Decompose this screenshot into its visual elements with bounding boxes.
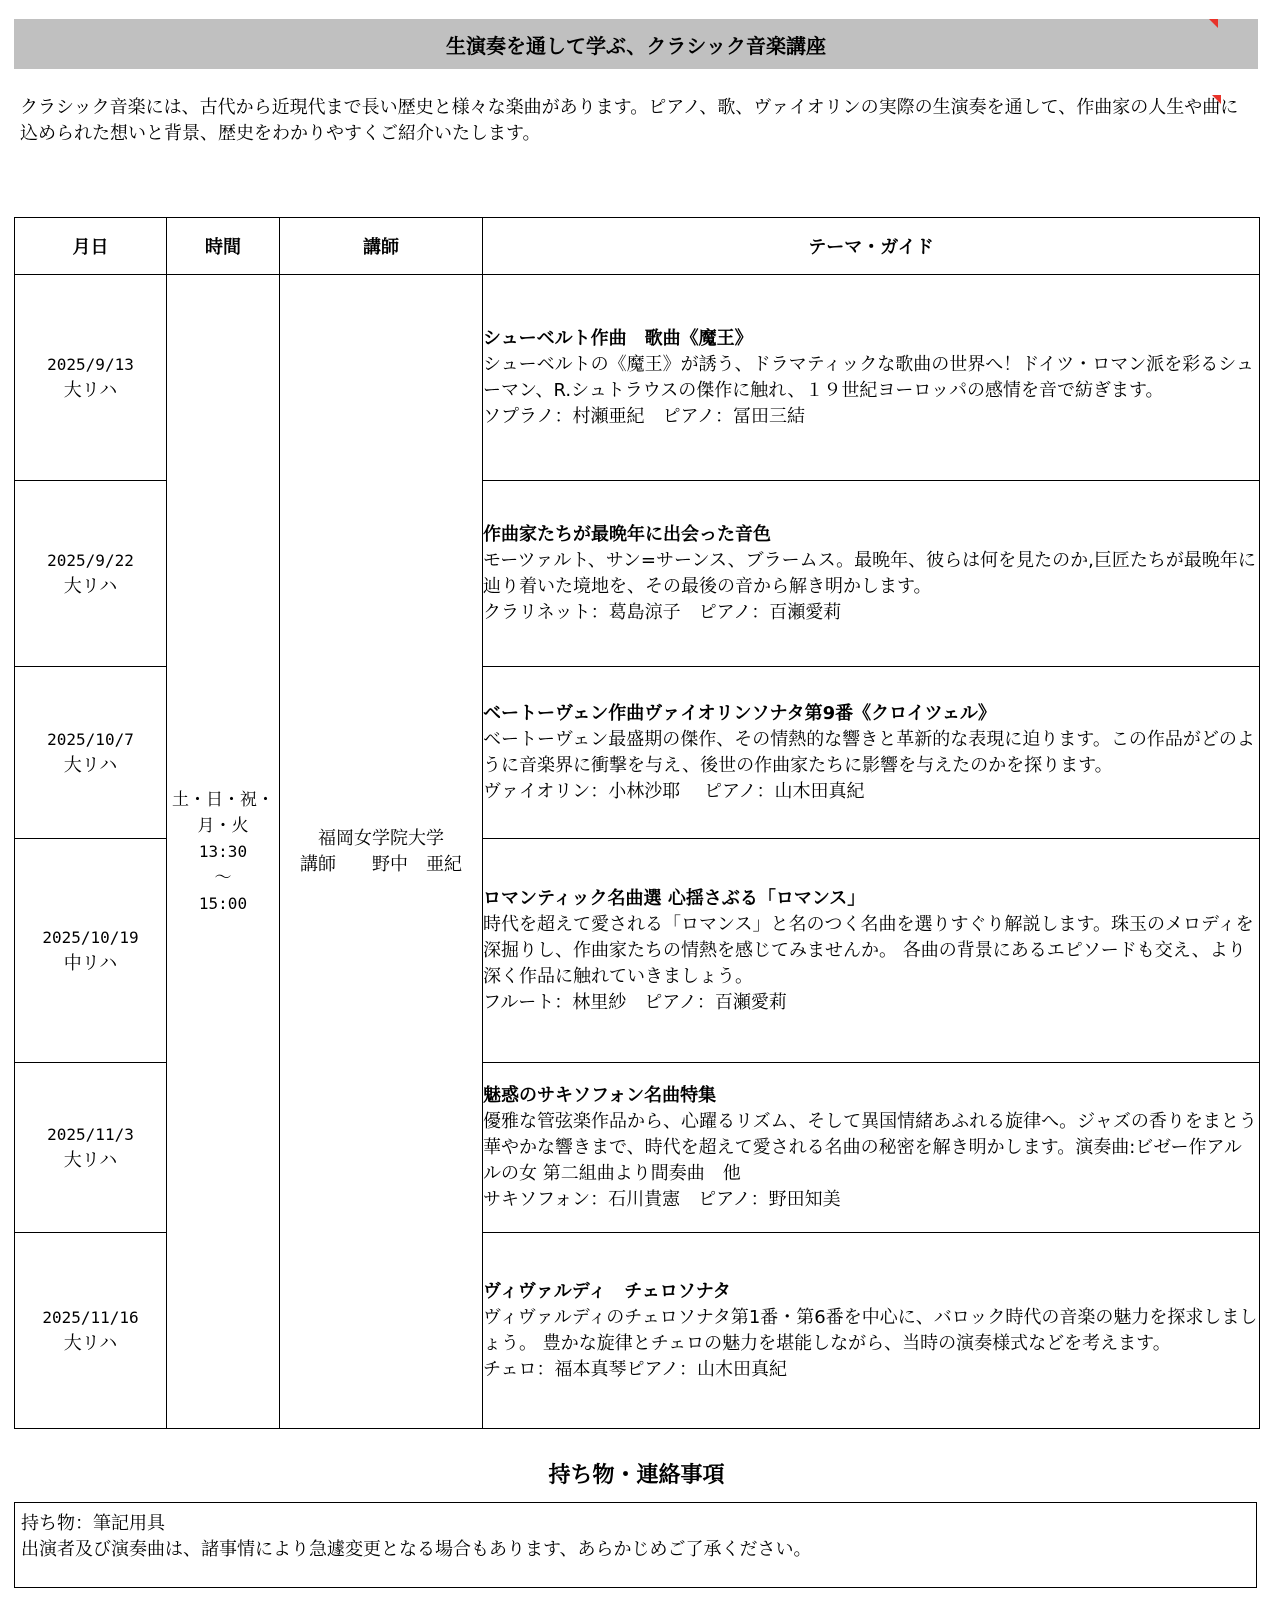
theme-title: シューベルト作曲 歌曲《魔王》	[483, 327, 753, 349]
theme-performers: チェロ：福本真琴ピアノ：山木田真紀	[483, 1358, 788, 1380]
theme-description: ベートーヴェン最盛期の傑作、その情熱的な響きと革新的な表現に迫ります。この作品がどのように音楽界に衝撃を与え、後世の作曲家たちに影響を与えたのかを探ります。	[483, 728, 1255, 776]
theme-description: モーツァルト、サン=サーンス、ブラームス。最晩年、彼らは何を見たのか,巨匠たちが最晩年に辿り着いた境地を、その最後の音から解き明かします。	[483, 549, 1256, 597]
table-row	[15, 275, 1260, 481]
notes-box	[14, 1502, 1257, 1588]
session-location: 大リハ	[63, 754, 118, 776]
notes-line-items: 持ち物：筆記用具	[21, 1513, 165, 1534]
notes-line-disclaimer: 出演者及び演奏曲は、諸事情により急遽変更となる場合もあります、あらかじめご了承ください。	[21, 1539, 812, 1560]
session-location: 大リハ	[63, 1149, 118, 1171]
date-cell	[15, 1063, 167, 1233]
session-location: 中リハ	[63, 952, 118, 974]
time-start: 13:30	[198, 841, 248, 861]
table-header-row	[15, 218, 1260, 275]
theme-performers: ソプラノ：村瀬亜紀 ピアノ：冨田三結	[483, 405, 806, 427]
date-cell	[15, 481, 167, 667]
session-date: 2025/11/3	[47, 1124, 134, 1144]
cell-comment-marker[interactable]	[1212, 95, 1221, 104]
theme-cell	[483, 1233, 1260, 1429]
session-location: 大リハ	[63, 575, 118, 597]
page-title: 生演奏を通して学ぶ、クラシック音楽講座	[446, 33, 826, 58]
notes-heading: 持ち物・連絡事項	[548, 1463, 725, 1488]
header-lecturer: 講師	[280, 218, 483, 275]
theme-title: ヴィヴァルディ チェロソナタ	[483, 1280, 731, 1302]
time-days-line1: 土・日・祝・	[172, 789, 274, 810]
lecturer-name: 講師 野中 亜紀	[300, 853, 462, 875]
theme-performers: クラリネット：葛島涼子 ピアノ：百瀬愛莉	[483, 601, 842, 623]
cell-comment-marker[interactable]	[1209, 19, 1218, 28]
theme-title: ベートーヴェン作曲ヴァイオリンソナタ第9番《クロイツェル》	[483, 702, 996, 724]
theme-description: 優雅な管弦楽作品から、心躍るリズム、そして異国情緒あふれる旋律へ。ジャズの香りをまとう華やかな響きまで、時代を超えて愛される名曲の秘密を解き明かします。演奏曲:ビゼー作アルルの女 第二組曲より間奏曲 他	[483, 1110, 1257, 1184]
theme-cell	[483, 481, 1260, 667]
page-title-bar	[14, 19, 1258, 69]
theme-description: シューベルトの《魔王》が誘う、ドラマティックな歌曲の世界へ！ドイツ・ロマン派を彩るシューマン、R.シュトラウスの傑作に触れ、１９世紀ヨーロッパの感情を音で紡ぎます。	[483, 353, 1254, 401]
theme-performers: フルート：林里紗 ピアノ：百瀬愛莉	[483, 991, 787, 1013]
theme-cell	[483, 839, 1260, 1063]
theme-cell	[483, 275, 1260, 481]
theme-cell	[483, 1063, 1260, 1233]
header-time: 時間	[167, 218, 280, 275]
schedule-table	[14, 217, 1260, 1429]
session-date: 2025/10/7	[47, 729, 134, 749]
time-days-line2: 月・火	[197, 815, 249, 836]
date-cell	[15, 839, 167, 1063]
session-date: 2025/9/22	[47, 550, 134, 570]
session-date: 2025/11/16	[42, 1307, 139, 1327]
theme-title: 魅惑のサキソフォン名曲特集	[483, 1084, 717, 1106]
theme-title: ロマンティック名曲選 心揺さぶる「ロマンス」	[483, 887, 866, 909]
theme-cell	[483, 667, 1260, 839]
header-theme: テーマ・ガイド	[483, 218, 1260, 275]
theme-performers: ヴァイオリン：小林沙耶 ピアノ：山木田真紀	[483, 780, 865, 802]
theme-performers: サキソフォン：石川貴憲 ピアノ：野田知美	[483, 1188, 841, 1210]
intro-text: クラシック音楽には、古代から近現代まで長い歴史と様々な楽曲があります。ピアノ、歌、ヴァイオリンの実際の生演奏を通して、作曲家の人生や曲に込められた想いと背景、歴史をわかりやすくご紹介いたします。	[20, 97, 1239, 144]
session-date: 2025/9/13	[47, 354, 134, 374]
theme-description: ヴィヴァルディのチェロソナタ第1番・第6番を中心に、バロック時代の音楽の魅力を探求しましょう。 豊かな旋律とチェロの魅力を堪能しながら、当時の演奏様式などを考えます。	[483, 1306, 1258, 1354]
lecturer-affiliation: 福岡女学院大学	[318, 827, 444, 849]
date-cell	[15, 1233, 167, 1429]
date-cell	[15, 667, 167, 839]
lecturer-cell	[280, 275, 483, 1429]
time-cell	[167, 275, 280, 1429]
date-cell	[15, 275, 167, 481]
session-date: 2025/10/19	[42, 927, 139, 947]
time-end: 15:00	[198, 893, 248, 913]
theme-description: 時代を超えて愛される「ロマンス」と名のつく名曲を選りすぐり解説します。珠玉のメロディを深掘りし、作曲家たちの情熱を感じてみませんか。 各曲の背景にあるエピソードも交え、より深く作品に触れていきましょう。	[483, 913, 1254, 987]
session-location: 大リハ	[63, 379, 118, 401]
theme-title: 作曲家たちが最晩年に出会った音色	[483, 523, 771, 545]
session-location: 大リハ	[63, 1332, 118, 1354]
header-date: 月日	[15, 218, 167, 275]
time-tilde: ～	[214, 867, 232, 888]
